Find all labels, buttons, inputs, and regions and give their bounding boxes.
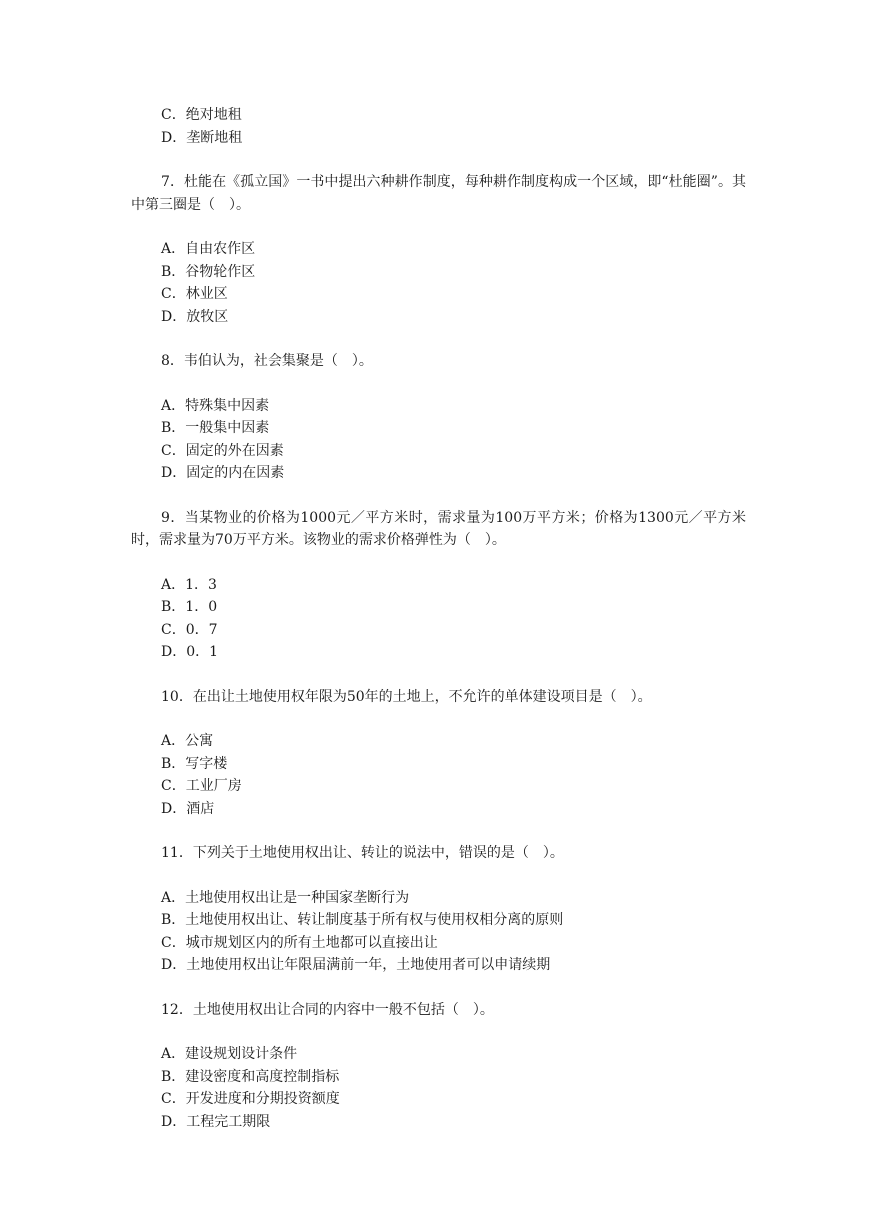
option-b: B．写字楼 — [161, 755, 228, 772]
option-c: C．固定的外在因素 — [161, 442, 284, 459]
option-c: C．开发进度和分期投资额度 — [161, 1091, 340, 1107]
question-text: 11．下列关于土地使用权出让、转让的说法中，错误的是（ ）。 — [161, 845, 564, 861]
question-list — [131, 104, 746, 1133]
option-c: C．0．7 — [161, 621, 218, 638]
option-a: A．1．3 — [161, 576, 217, 593]
option-d: D．酒店 — [161, 800, 215, 817]
question-text: 10．在出让土地使用权年限为50年的土地上，不允许的单体建设项目是（ ）。 — [161, 688, 652, 705]
question-block-6-tail — [131, 104, 746, 149]
option-a: A．土地使用权出让是一种国家垄断行为 — [161, 889, 410, 906]
option-a: A．建设规划设计条件 — [161, 1046, 298, 1062]
option-b: B．1．0 — [161, 599, 218, 615]
question-text: 8．韦伯认为，社会集聚是（ ）。 — [161, 353, 373, 369]
option-a: A．特殊集中因素 — [161, 397, 270, 414]
question-text: 12．土地使用权出让合同的内容中一般不包括（ ）。 — [161, 1001, 494, 1018]
question-text: 9．当某物业的价格为1000元／平方米时，需求量为100万平方米；价格为1300元／平方米时，需求量为70万平方米。该物业的需求价格弹性为（ ）。 — [131, 509, 746, 548]
question-block-9 — [131, 507, 746, 664]
option-d: D．放牧区 — [161, 308, 229, 325]
option-b: B．土地使用权出让、转让制度基于所有权与使用权相分离的原则 — [161, 912, 564, 928]
option-a: A．公寓 — [161, 733, 214, 749]
question-block-10 — [131, 686, 746, 821]
question-block-12 — [131, 999, 746, 1134]
question-block-8 — [131, 350, 746, 485]
option-c: C．城市规划区内的所有土地都可以直接出让 — [161, 934, 438, 951]
option-d: D．垄断地租 — [161, 129, 243, 146]
option-a: A．自由农作区 — [161, 241, 256, 257]
option-d: D．土地使用权出让年限届满前一年，土地使用者可以申请续期 — [161, 957, 551, 973]
option-b: B．一般集中因素 — [161, 420, 270, 436]
question-block-7 — [131, 171, 746, 328]
option-b: B．谷物轮作区 — [161, 263, 256, 280]
option-d: D．0．1 — [161, 644, 219, 660]
option-d: D．固定的内在因素 — [161, 465, 285, 481]
option-c: C．绝对地租 — [161, 107, 242, 123]
option-c: C．林业区 — [161, 286, 228, 302]
option-b: B．建设密度和高度控制指标 — [161, 1068, 340, 1085]
question-block-11 — [131, 842, 746, 977]
option-c: C．工业厂房 — [161, 778, 242, 794]
option-d: D．工程完工期限 — [161, 1113, 271, 1130]
question-text: 7．杜能在《孤立国》一书中提出六种耕作制度，每种耕作制度构成一个区域，即“杜能圈”。其中第三圈是（ ）。 — [131, 174, 746, 213]
